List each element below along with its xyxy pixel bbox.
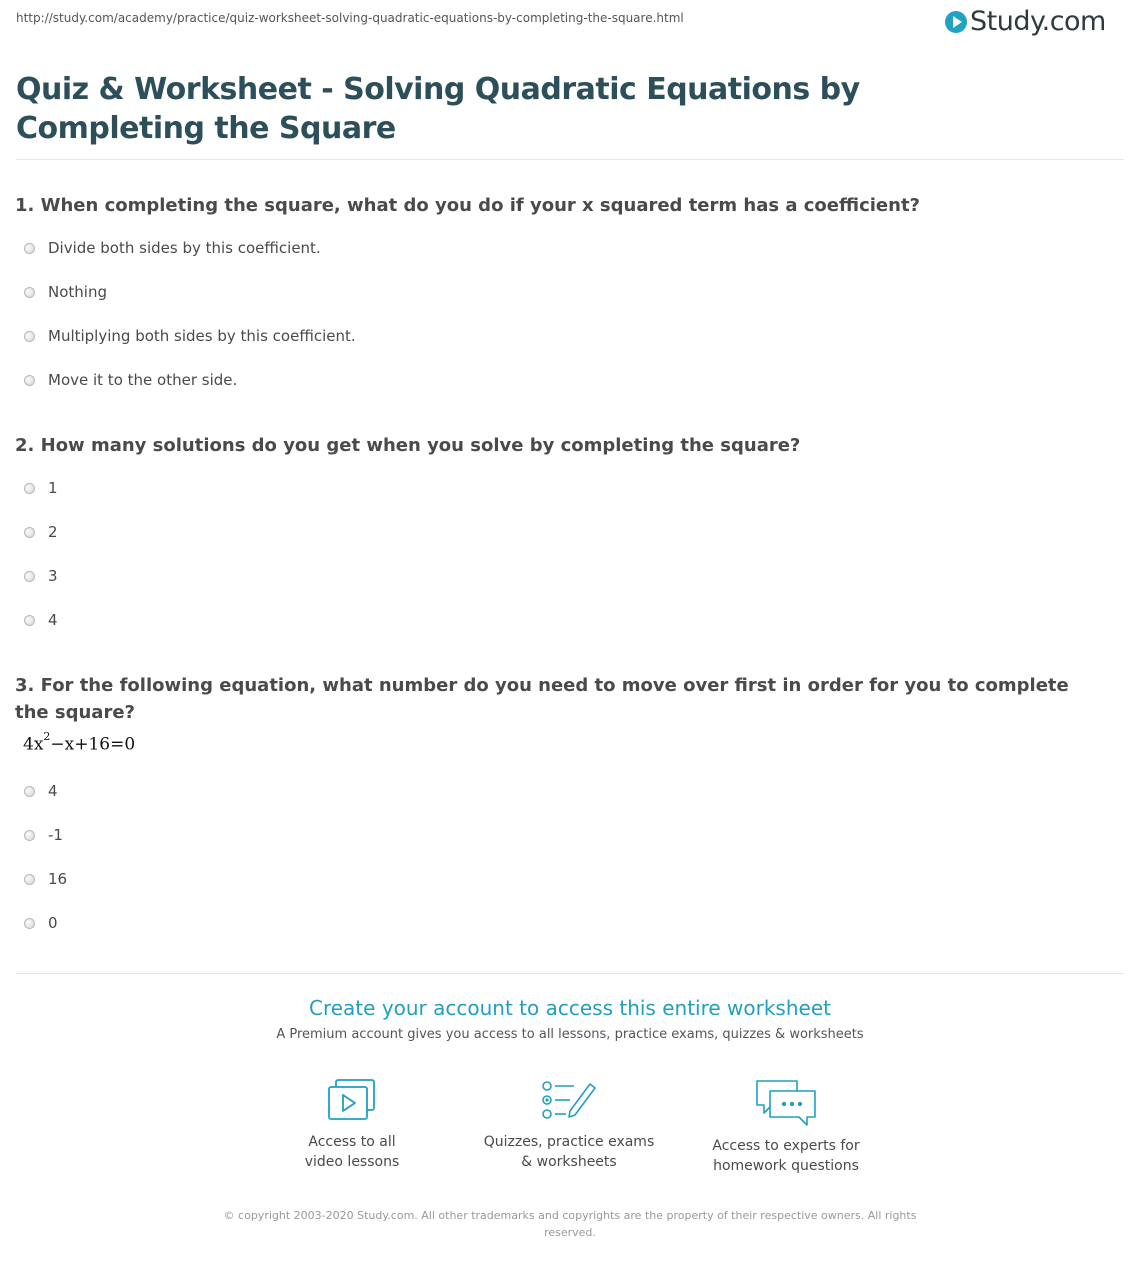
option-label: 2 bbox=[48, 523, 58, 541]
equation-base: 4x bbox=[23, 734, 44, 755]
feature-experts bbox=[686, 1078, 886, 1176]
radio-button[interactable] bbox=[24, 527, 35, 538]
radio-button[interactable] bbox=[24, 571, 35, 582]
video-lesson-icon bbox=[326, 1078, 378, 1122]
logo-text: Study.com bbox=[970, 6, 1106, 37]
option-label: 16 bbox=[48, 870, 68, 888]
answer-option[interactable] bbox=[24, 826, 63, 844]
answer-option[interactable] bbox=[24, 914, 58, 932]
equation-rest: −x+16=0 bbox=[50, 734, 136, 755]
feature-video-lessons bbox=[252, 1078, 452, 1172]
option-label: Multiplying both sides by this coefficient. bbox=[48, 327, 356, 345]
radio-button[interactable] bbox=[24, 874, 35, 885]
equation-exponent: 2 bbox=[43, 730, 51, 743]
equation bbox=[23, 730, 136, 755]
option-label: 0 bbox=[48, 914, 58, 932]
radio-button[interactable] bbox=[24, 483, 35, 494]
answer-option[interactable] bbox=[24, 782, 58, 800]
answer-option[interactable] bbox=[24, 327, 356, 345]
play-logo-icon bbox=[945, 11, 967, 33]
divider bbox=[16, 159, 1124, 160]
promo-subtitle: A Premium account gives you access to all lessons, practice exams, quizzes & worksheets bbox=[276, 1027, 864, 1042]
option-label: 3 bbox=[48, 567, 58, 585]
answer-option[interactable] bbox=[24, 371, 237, 389]
radio-button[interactable] bbox=[24, 331, 35, 342]
radio-button[interactable] bbox=[24, 786, 35, 797]
page-url: http://study.com/academy/practice/quiz-worksheet-solving-quadratic-equations-by-completing-the-square.html bbox=[16, 11, 684, 25]
radio-button[interactable] bbox=[24, 375, 35, 386]
answer-option[interactable] bbox=[24, 239, 321, 257]
option-label: 1 bbox=[48, 479, 58, 497]
quiz-checklist-icon bbox=[540, 1078, 598, 1122]
option-label: -1 bbox=[48, 826, 63, 844]
option-label: Nothing bbox=[48, 283, 107, 301]
answer-option[interactable] bbox=[24, 870, 67, 888]
option-label: Move it to the other side. bbox=[48, 371, 238, 389]
radio-button[interactable] bbox=[24, 918, 35, 929]
option-label: 4 bbox=[48, 782, 58, 800]
feature-label: Quizzes, practice exams & worksheets bbox=[483, 1134, 655, 1170]
answer-option[interactable] bbox=[24, 479, 58, 497]
copyright-text: © copyright 2003-2020 Study.com. All other trademarks and copyrights are the property of their respective owners. All rights reserved. bbox=[223, 1209, 917, 1239]
page-title: Quiz & Worksheet - Solving Quadratic Equations by Completing the Square bbox=[16, 72, 860, 146]
divider bbox=[16, 973, 1124, 974]
question-1: 1. When completing the square, what do you do if your x squared term has a coefficient? bbox=[15, 195, 920, 216]
option-label: Divide both sides by this coefficient. bbox=[48, 239, 321, 257]
feature-quizzes bbox=[469, 1078, 669, 1172]
answer-option[interactable] bbox=[24, 611, 58, 629]
question-3: 3. For the following equation, what number do you need to move over first in order for you to complete the square? bbox=[15, 675, 1069, 723]
radio-button[interactable] bbox=[24, 830, 35, 841]
study-logo[interactable] bbox=[945, 6, 1106, 37]
radio-button[interactable] bbox=[24, 287, 35, 298]
copyright-footer bbox=[0, 1207, 1140, 1241]
radio-button[interactable] bbox=[24, 243, 35, 254]
answer-option[interactable] bbox=[24, 567, 58, 585]
radio-button[interactable] bbox=[24, 615, 35, 626]
chat-bubbles-icon bbox=[754, 1078, 818, 1126]
feature-label: Access to experts for homework questions bbox=[712, 1138, 860, 1174]
create-account-link[interactable]: Create your account to access this entire worksheet bbox=[309, 996, 831, 1020]
question-2: 2. How many solutions do you get when you solve by completing the square? bbox=[15, 435, 801, 456]
option-label: 4 bbox=[48, 611, 58, 629]
feature-label: Access to all video lessons bbox=[304, 1134, 400, 1170]
answer-option[interactable] bbox=[24, 283, 107, 301]
answer-option[interactable] bbox=[24, 523, 58, 541]
